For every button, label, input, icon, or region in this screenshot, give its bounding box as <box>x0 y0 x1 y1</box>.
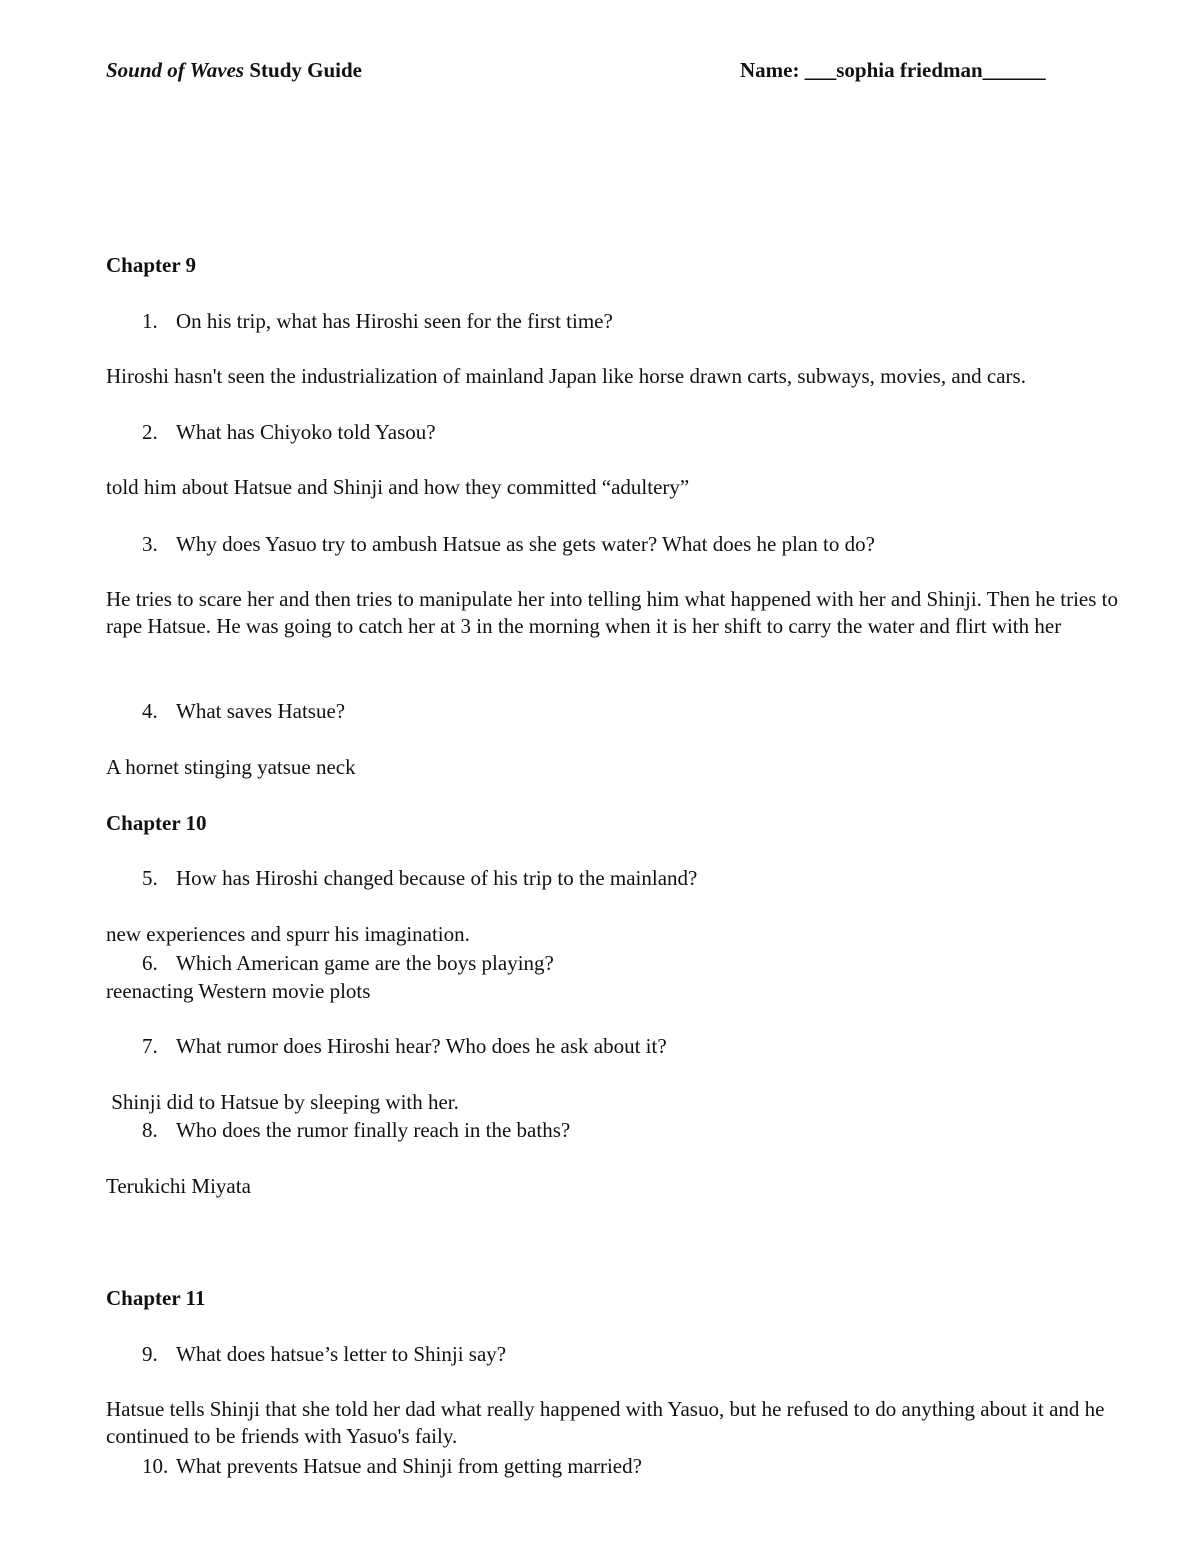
chapter-heading: Chapter 9 <box>106 253 197 277</box>
document-title <box>106 56 362 84</box>
question-number: 3. <box>142 532 158 556</box>
question-number: 5. <box>142 866 158 890</box>
answer-text: reenacting Western movie plots <box>106 979 371 1003</box>
question-text: On his trip, what has Hiroshi seen for the first time? <box>176 309 613 333</box>
answer-text: Hiroshi hasn't seen the industrialization of mainland Japan like horse drawn carts, subways, movies, and cars. <box>106 364 1026 388</box>
question-number: 6. <box>142 951 158 975</box>
answer-text: new experiences and spurr his imagination. <box>106 922 470 946</box>
question-number: 2. <box>142 420 158 444</box>
question-number: 1. <box>142 309 158 333</box>
answer-text: told him about Hatsue and Shinji and how they committed “adultery” <box>106 475 690 499</box>
question-text: What has Chiyoko told Yasou? <box>176 420 436 444</box>
answer-text: Shinji did to Hatsue by sleeping with her. <box>106 1090 459 1114</box>
name-value: ___sophia friedman______ <box>804 58 1046 82</box>
title-suffix: Study Guide <box>244 58 362 82</box>
question-text: How has Hiroshi changed because of his trip to the mainland? <box>176 866 698 890</box>
answer-text: Hatsue tells Shinji that she told her dad what really happened with Yasuo, but he refused to do anything about it and he continued to be friends with Yasuo's faily. <box>106 1397 1105 1448</box>
question-item <box>142 530 875 558</box>
question-text: Why does Yasuo try to ambush Hatsue as she gets water? What does he plan to do? <box>176 532 875 556</box>
question-text: What rumor does Hiroshi hear? Who does he ask about it? <box>176 1034 667 1058</box>
question-item <box>142 949 554 977</box>
question-number: 10. <box>142 1454 169 1478</box>
question-text: What does hatsue’s letter to Shinji say? <box>176 1342 507 1366</box>
question-number: 9. <box>142 1342 158 1366</box>
question-item <box>142 1032 667 1060</box>
chapter-heading: Chapter 11 <box>106 1286 206 1310</box>
question-item <box>142 1452 642 1480</box>
question-number: 8. <box>142 1118 158 1142</box>
question-text: Who does the rumor finally reach in the baths? <box>176 1118 571 1142</box>
answer-text: He tries to scare her and then tries to manipulate her into telling him what happened with her and Shinji. Then he tries to rape Hatsue. He was going to catch her at 3 in the morning when it is her shift to carry the water and flirt with her <box>106 587 1119 638</box>
question-item <box>142 1340 506 1368</box>
question-item <box>142 697 345 725</box>
chapter-heading: Chapter 10 <box>106 811 207 835</box>
question-item <box>142 418 436 446</box>
question-item <box>142 864 697 892</box>
question-text: What saves Hatsue? <box>176 699 346 723</box>
question-text: What prevents Hatsue and Shinji from getting married? <box>176 1454 642 1478</box>
book-title: Sound of Waves <box>106 58 245 82</box>
answer-text: Terukichi Miyata <box>106 1174 251 1198</box>
question-number: 4. <box>142 699 158 723</box>
question-number: 7. <box>142 1034 158 1058</box>
answer-text: A hornet stinging yatsue neck <box>106 755 356 779</box>
question-item <box>142 1116 570 1144</box>
question-text: Which American game are the boys playing? <box>176 951 554 975</box>
question-item <box>142 307 613 335</box>
name-label: Name: <box>740 58 805 82</box>
name-field <box>740 56 1046 84</box>
